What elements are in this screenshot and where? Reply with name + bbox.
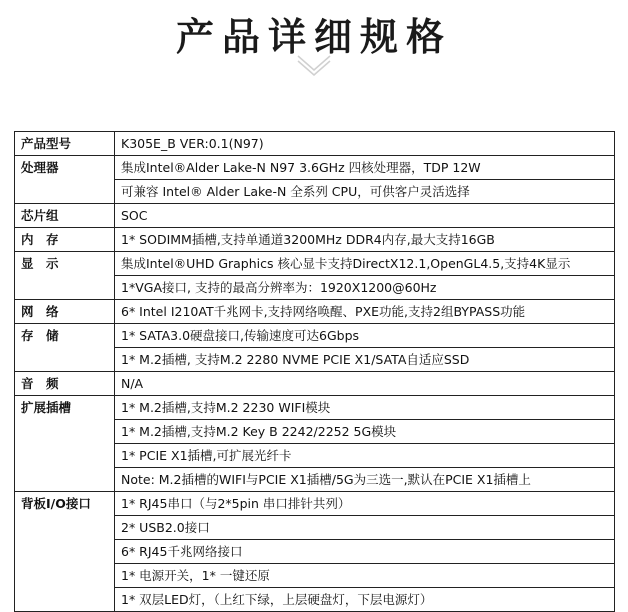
spec-value: 1* PCIE X1插槽,可扩展光纤卡 xyxy=(115,444,615,468)
spec-row xyxy=(15,372,615,396)
spec-label: 音 频 xyxy=(15,372,115,396)
spec-label: 产品型号 xyxy=(15,132,115,156)
spec-row xyxy=(15,156,615,180)
spec-value: 1* 双层LED灯，（上红下绿，上层硬盘灯，下层电源灯） xyxy=(115,588,615,612)
spec-row xyxy=(15,324,615,348)
spec-value: 1* M.2插槽,支持M.2 Key B 2242/2252 5G模块 xyxy=(115,420,615,444)
spec-row xyxy=(15,252,615,276)
spec-row xyxy=(15,132,615,156)
spec-value: 1* SATA3.0硬盘接口,传输速度可达6Gbps xyxy=(115,324,615,348)
spec-value: 1*VGA接口, 支持的最高分辨率为：1920X1200@60Hz xyxy=(115,276,615,300)
spec-row xyxy=(15,300,615,324)
spec-label: 内 存 xyxy=(15,228,115,252)
spec-value: 1* M.2插槽,支持M.2 2230 WIFI模块 xyxy=(115,396,615,420)
spec-row xyxy=(15,204,615,228)
spec-value: K305E_B VER:0.1(N97) xyxy=(115,132,615,156)
page-title: 产品详细规格 xyxy=(175,15,452,59)
spec-value: 集成Intel®UHD Graphics 核心显卡支持DirectX12.1,OpenGL4.5,支持4K显示 xyxy=(115,252,615,276)
spec-label: 扩展插槽 xyxy=(15,396,115,492)
spec-row xyxy=(15,228,615,252)
spec-label: 存 储 xyxy=(15,324,115,372)
spec-label: 芯片组 xyxy=(15,204,115,228)
spec-label: 显 示 xyxy=(15,252,115,300)
spec-value: Note: M.2插槽的WIFI与PCIE X1插槽/5G为三选一,默认在PCIE X1插槽上 xyxy=(115,468,615,492)
spec-value: 1* 电源开关，1* 一键还原 xyxy=(115,564,615,588)
spec-value: 1* RJ45串口（与2*5pin 串口排针共列） xyxy=(115,492,615,516)
spec-table xyxy=(14,131,615,612)
spec-value: 集成Intel®Alder Lake-N N97 3.6GHz 四核处理器，TDP 12W xyxy=(115,156,615,180)
spec-row xyxy=(15,396,615,420)
spec-value: 1* SODIMM插槽,支持单通道3200MHz DDR4内存,最大支持16GB xyxy=(115,228,615,252)
spec-label: 网 络 xyxy=(15,300,115,324)
spec-label: 背板I/O接口 xyxy=(15,492,115,612)
spec-label: 处理器 xyxy=(15,156,115,204)
spec-value: 可兼容 Intel® Alder Lake-N 全系列 CPU，可供客户灵活选择 xyxy=(115,180,615,204)
spec-value: 6* RJ45千兆网络接口 xyxy=(115,540,615,564)
spec-value: 6* Intel I210AT千兆网卡,支持网络唤醒、PXE功能,支持2组BYPASS功能 xyxy=(115,300,615,324)
spec-value: SOC xyxy=(115,204,615,228)
spec-value: 1* M.2插槽, 支持M.2 2280 NVME PCIE X1/SATA自适应SSD xyxy=(115,348,615,372)
spec-value: 2* USB2.0接口 xyxy=(115,516,615,540)
spec-row xyxy=(15,492,615,516)
chevron-down-icon xyxy=(296,54,332,76)
spec-value: N/A xyxy=(115,372,615,396)
